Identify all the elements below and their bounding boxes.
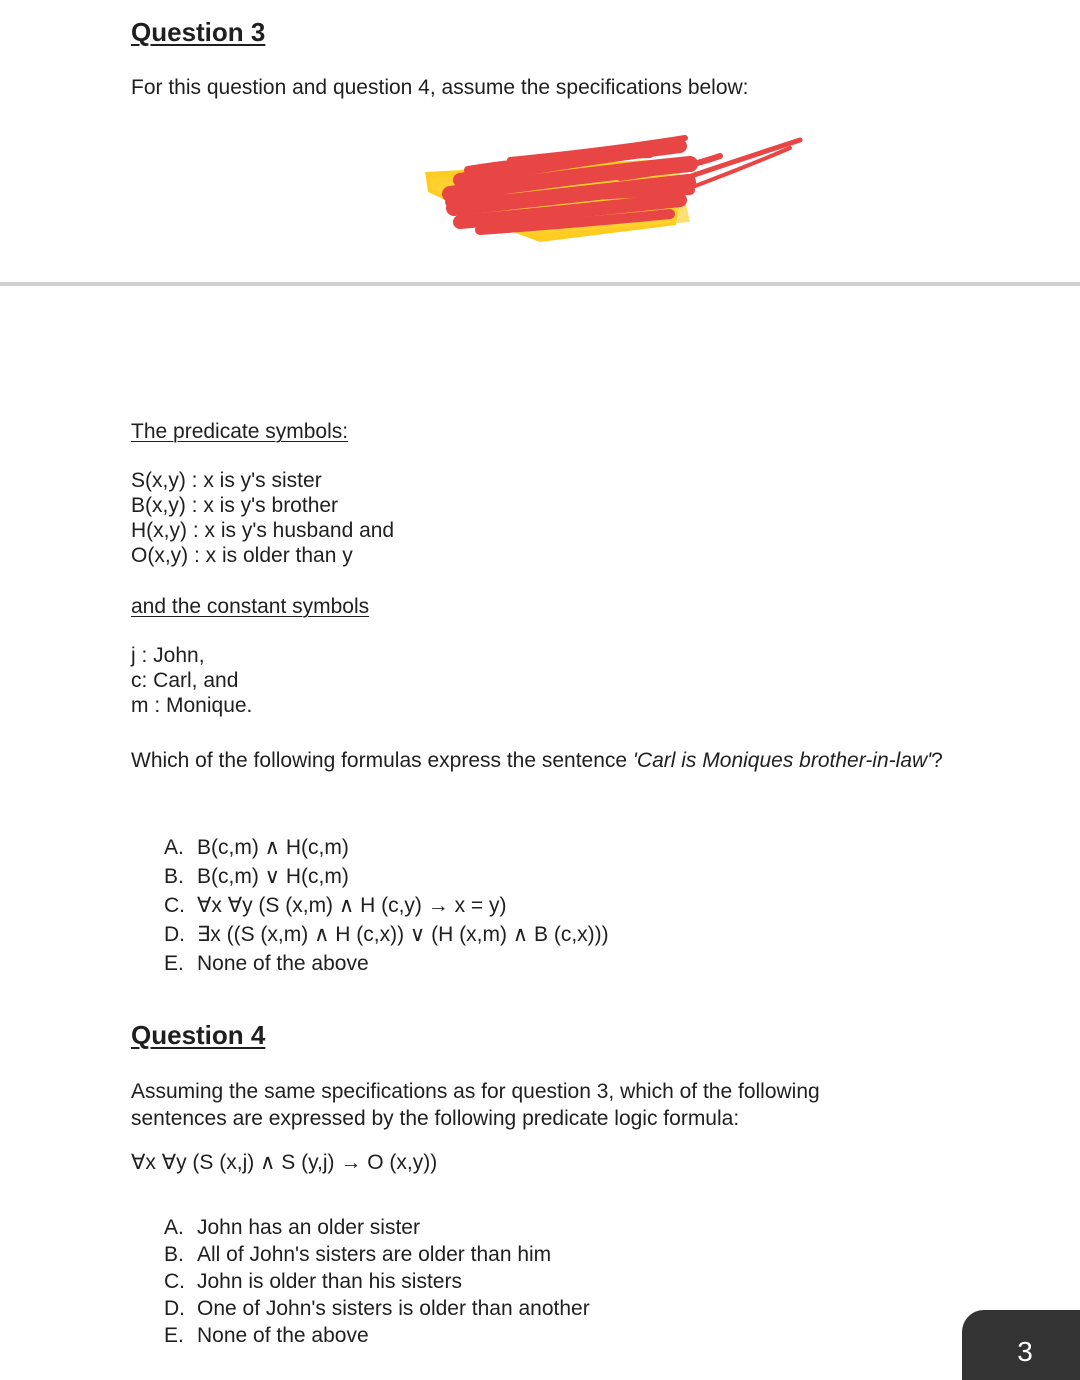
q4-option-b <box>164 1241 590 1268</box>
q3-option-e <box>164 949 609 978</box>
predicate-h: H(x,y) : x is y's husband and <box>131 519 395 542</box>
page-number: 3 <box>1017 1336 1033 1367</box>
option-letter: A. <box>164 1216 184 1239</box>
option-letter: D. <box>164 923 185 946</box>
question-3-prompt <box>131 742 951 779</box>
option-letter: E. <box>164 952 184 975</box>
question-4-options <box>164 1214 590 1349</box>
q3-option-b <box>164 862 609 891</box>
redaction-scribble <box>420 130 810 248</box>
constant-m: m : Monique. <box>131 694 253 717</box>
question-4-heading: Question 4 <box>131 1020 266 1050</box>
constant-j: j : John, <box>131 644 205 667</box>
option-letter: B. <box>164 865 184 888</box>
question-3-prompt-end: ? <box>931 749 943 772</box>
predicate-o: O(x,y) : x is older than y <box>131 544 353 567</box>
section-divider <box>0 282 1080 286</box>
option-letter: A. <box>164 836 184 859</box>
option-text: None of the above <box>197 1324 369 1347</box>
question-4-intro <box>131 1078 820 1132</box>
question-3-prompt-text: Which of the following formulas express the sentence <box>131 749 633 772</box>
q3-option-a <box>164 833 609 862</box>
predicate-b: B(x,y) : x is y's brother <box>131 494 339 517</box>
option-letter: C. <box>164 894 185 917</box>
option-text: B(c,m) ∨ H(c,m) <box>197 865 349 888</box>
q4-option-a <box>164 1214 590 1241</box>
q3-option-d <box>164 920 609 949</box>
option-letter: D. <box>164 1297 185 1320</box>
option-text: John has an older sister <box>197 1216 420 1239</box>
option-text: One of John's sisters is older than another <box>197 1297 590 1320</box>
option-text: All of John's sisters are older than him <box>197 1243 552 1266</box>
option-text: John is older than his sisters <box>197 1270 462 1293</box>
q3-option-c <box>164 891 609 920</box>
option-text: B(c,m) ∧ H(c,m) <box>197 836 349 859</box>
q4-option-e <box>164 1322 590 1349</box>
predicate-list <box>131 468 394 568</box>
option-text: ∀x ∀y (S (x,m) ∧ H (c,y) → x = y) <box>197 894 507 917</box>
constant-list <box>131 643 252 718</box>
constant-c: c: Carl, and <box>131 669 239 692</box>
question-3-options <box>164 833 609 978</box>
option-text: ∃x ((S (x,m) ∧ H (c,x)) ∨ (H (x,m) ∧ B (c,x))) <box>197 923 609 946</box>
predicate-symbols-heading: The predicate symbols: <box>131 420 349 443</box>
question-4-intro-line-1: Assuming the same specifications as for question 3, which of the following <box>131 1080 820 1103</box>
constant-symbols-heading: and the constant symbols <box>131 595 370 618</box>
q4-option-d <box>164 1295 590 1322</box>
predicate-s: S(x,y) : x is y's sister <box>131 469 322 492</box>
question-3-heading: Question 3 <box>131 17 266 47</box>
question-4-intro-line-2: sentences are expressed by the following predicate logic formula: <box>131 1107 740 1130</box>
option-text: None of the above <box>197 952 369 975</box>
option-letter: E. <box>164 1324 184 1347</box>
option-letter: C. <box>164 1270 185 1293</box>
option-letter: B. <box>164 1243 184 1266</box>
question-3-intro: For this question and question 4, assume the specifications below: <box>131 76 749 99</box>
q4-option-c <box>164 1268 590 1295</box>
question-4-formula: ∀x ∀y (S (x,j) ∧ S (y,j) → O (x,y)) <box>131 1151 438 1174</box>
question-3-quote: 'Carl is Moniques brother-in-law' <box>632 749 932 772</box>
